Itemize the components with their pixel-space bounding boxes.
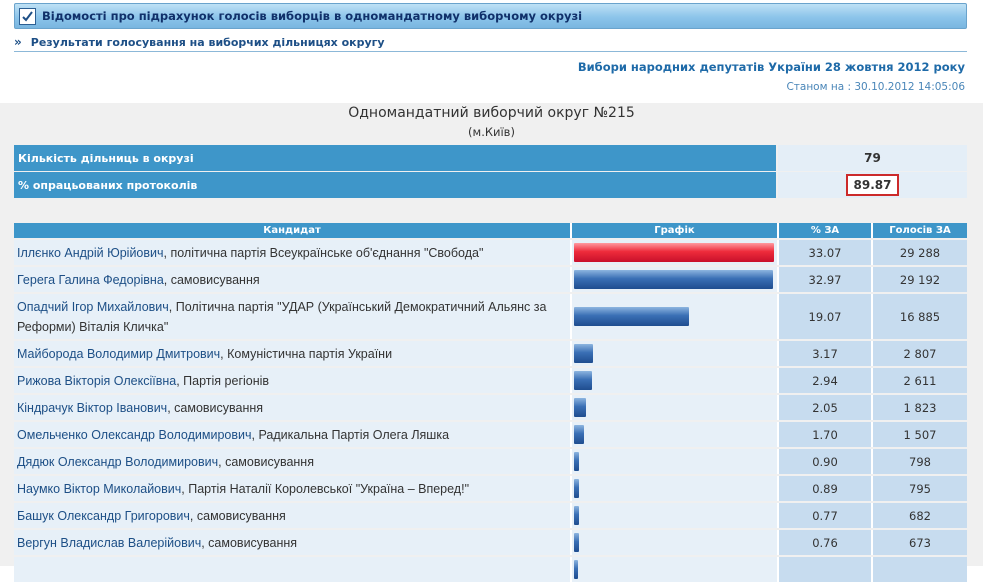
stat-row-precincts [14, 145, 967, 171]
votes-cell: 1 507 [873, 422, 967, 447]
processed-percent-badge: 89.87 [846, 174, 900, 196]
stat-row-processed [14, 172, 967, 198]
table-row [14, 557, 967, 582]
candidate-name-link[interactable]: Дядюк Олександр Володимирович [17, 454, 219, 469]
graph-cell [572, 294, 779, 339]
graph-cell [572, 422, 779, 447]
graph-cell [572, 503, 779, 528]
vote-share-bar [574, 479, 579, 498]
table-row [14, 476, 967, 501]
vote-share-bar [574, 560, 578, 579]
candidate-party: , Політична партія "УДАР (Український Демократичний Альянс за Реформи) Віталія Кличка" [17, 299, 547, 334]
percent-cell: 32.97 [779, 267, 873, 292]
votes-cell: 1 823 [873, 395, 967, 420]
vote-share-bar [574, 398, 586, 417]
vote-share-bar [574, 270, 773, 289]
percent-cell: 2.05 [779, 395, 873, 420]
table-row [14, 267, 967, 292]
vote-share-bar [574, 243, 774, 262]
percent-cell: 33.07 [779, 240, 873, 265]
votes-cell: 795 [873, 476, 967, 501]
votes-cell: 2 611 [873, 368, 967, 393]
votes-cell [873, 557, 967, 582]
candidate-cell [14, 267, 572, 292]
breadcrumb-marker: » [14, 35, 22, 49]
column-header-votes: Голосів ЗА [873, 223, 967, 238]
candidate-cell [14, 294, 572, 339]
table-row [14, 341, 967, 366]
percent-cell: 0.89 [779, 476, 873, 501]
votes-cell: 29 288 [873, 240, 967, 265]
vote-share-bar [574, 452, 579, 471]
candidate-party: , самовисування [201, 535, 298, 550]
candidate-cell [14, 422, 572, 447]
table-row [14, 530, 967, 555]
votes-cell: 2 807 [873, 341, 967, 366]
page-header-title: Відомості про підрахунок голосів виборців в одномандатному виборчому окрузі [42, 9, 583, 23]
stat-value: 79 [778, 145, 967, 171]
vote-share-bar [574, 533, 579, 552]
votes-cell: 16 885 [873, 294, 967, 339]
table-row [14, 422, 967, 447]
votes-cell: 798 [873, 449, 967, 474]
polling-stations-results-link[interactable]: Результати голосування на виборчих дільницях округу [30, 35, 385, 49]
stat-label: Кількість дільниць в окрузі [14, 145, 776, 171]
table-row [14, 503, 967, 528]
candidate-cell [14, 530, 572, 555]
as-of-timestamp: Станом на : 30.10.2012 14:05:06 [786, 81, 965, 93]
graph-cell [572, 267, 779, 292]
vote-share-bar [574, 506, 579, 525]
graph-cell [572, 368, 779, 393]
stat-label: % опрацьованих протоколів [14, 172, 776, 198]
percent-cell: 1.70 [779, 422, 873, 447]
graph-cell [572, 530, 779, 555]
candidate-party: , політична партія Всеукраїнське об'єднання "Свобода" [163, 245, 484, 260]
percent-cell: 2.94 [779, 368, 873, 393]
candidate-party: , самовисування [189, 508, 286, 523]
candidate-cell [14, 476, 572, 501]
candidate-name-link[interactable]: Башук Олександр Григорович [17, 508, 190, 523]
table-row [14, 368, 967, 393]
column-header-candidate: Кандидат [14, 223, 572, 238]
candidate-name-link[interactable]: Омельченко Олександр Володимирович [17, 427, 252, 442]
candidate-party: , Радикальна Партія Олега Ляшка [251, 427, 450, 442]
percent-cell: 19.07 [779, 294, 873, 339]
percent-cell [779, 557, 873, 582]
table-row [14, 240, 967, 265]
candidate-name-link[interactable]: Вергун Владислав Валерійович [17, 535, 202, 550]
candidate-cell [14, 395, 572, 420]
graph-cell [572, 449, 779, 474]
breadcrumb [14, 33, 967, 52]
candidate-cell [14, 557, 572, 582]
candidate-cell [14, 368, 572, 393]
candidate-name-link[interactable]: Опадчий Ігор Михайлович [17, 299, 169, 314]
graph-cell [572, 557, 779, 582]
district-stats [14, 145, 967, 199]
vote-share-bar [574, 344, 593, 363]
table-row [14, 395, 967, 420]
percent-cell: 0.77 [779, 503, 873, 528]
vote-share-bar [574, 371, 592, 390]
vote-share-bar [574, 307, 689, 326]
graph-cell [572, 395, 779, 420]
candidate-name-link[interactable]: Майборода Володимир Дмитрович [17, 346, 221, 361]
candidate-name-link[interactable]: Герега Галина Федорівна [17, 272, 164, 287]
votes-cell: 29 192 [873, 267, 967, 292]
votes-cell: 673 [873, 530, 967, 555]
candidate-party: , Партія Наталії Королевської "Україна – Вперед!" [181, 481, 470, 496]
candidate-name-link[interactable]: Рижова Вікторія Олексіївна [17, 373, 177, 388]
graph-cell [572, 476, 779, 501]
candidate-party: , самовисування [218, 454, 314, 469]
percent-cell: 0.90 [779, 449, 873, 474]
candidate-name-link[interactable]: Наумко Віктор Миколайович [17, 481, 182, 496]
candidate-results-table [14, 221, 967, 584]
checkbox-icon [19, 8, 36, 25]
column-header-graph: Графік [572, 223, 779, 238]
candidate-party: , самовисування [163, 272, 260, 287]
district-city: (м.Київ) [468, 125, 515, 139]
candidate-name-link[interactable]: Кіндрачук Віктор Іванович [17, 400, 168, 415]
candidate-party: , самовисування [167, 400, 264, 415]
district-title: Одномандатний виборчий округ №215 [348, 105, 635, 121]
table-header-row [14, 223, 967, 238]
candidate-cell [14, 341, 572, 366]
votes-cell: 682 [873, 503, 967, 528]
page-header [14, 3, 967, 29]
candidate-cell [14, 503, 572, 528]
graph-cell [572, 240, 779, 265]
election-title: Вибори народних депутатів України 28 жовтня 2012 року [577, 60, 965, 74]
vote-share-bar [574, 425, 584, 444]
candidate-cell [14, 240, 572, 265]
candidate-name-link[interactable]: Іллєнко Андрій Юрійович [17, 245, 164, 260]
candidate-cell [14, 449, 572, 474]
column-header-percent: % ЗА [779, 223, 873, 238]
percent-cell: 3.17 [779, 341, 873, 366]
graph-cell [572, 341, 779, 366]
candidate-party: , Комуністична партія України [220, 346, 393, 361]
table-row [14, 449, 967, 474]
stat-value [778, 172, 967, 198]
table-row [14, 294, 967, 339]
percent-cell: 0.76 [779, 530, 873, 555]
candidate-party: , Партія регіонів [176, 373, 270, 388]
